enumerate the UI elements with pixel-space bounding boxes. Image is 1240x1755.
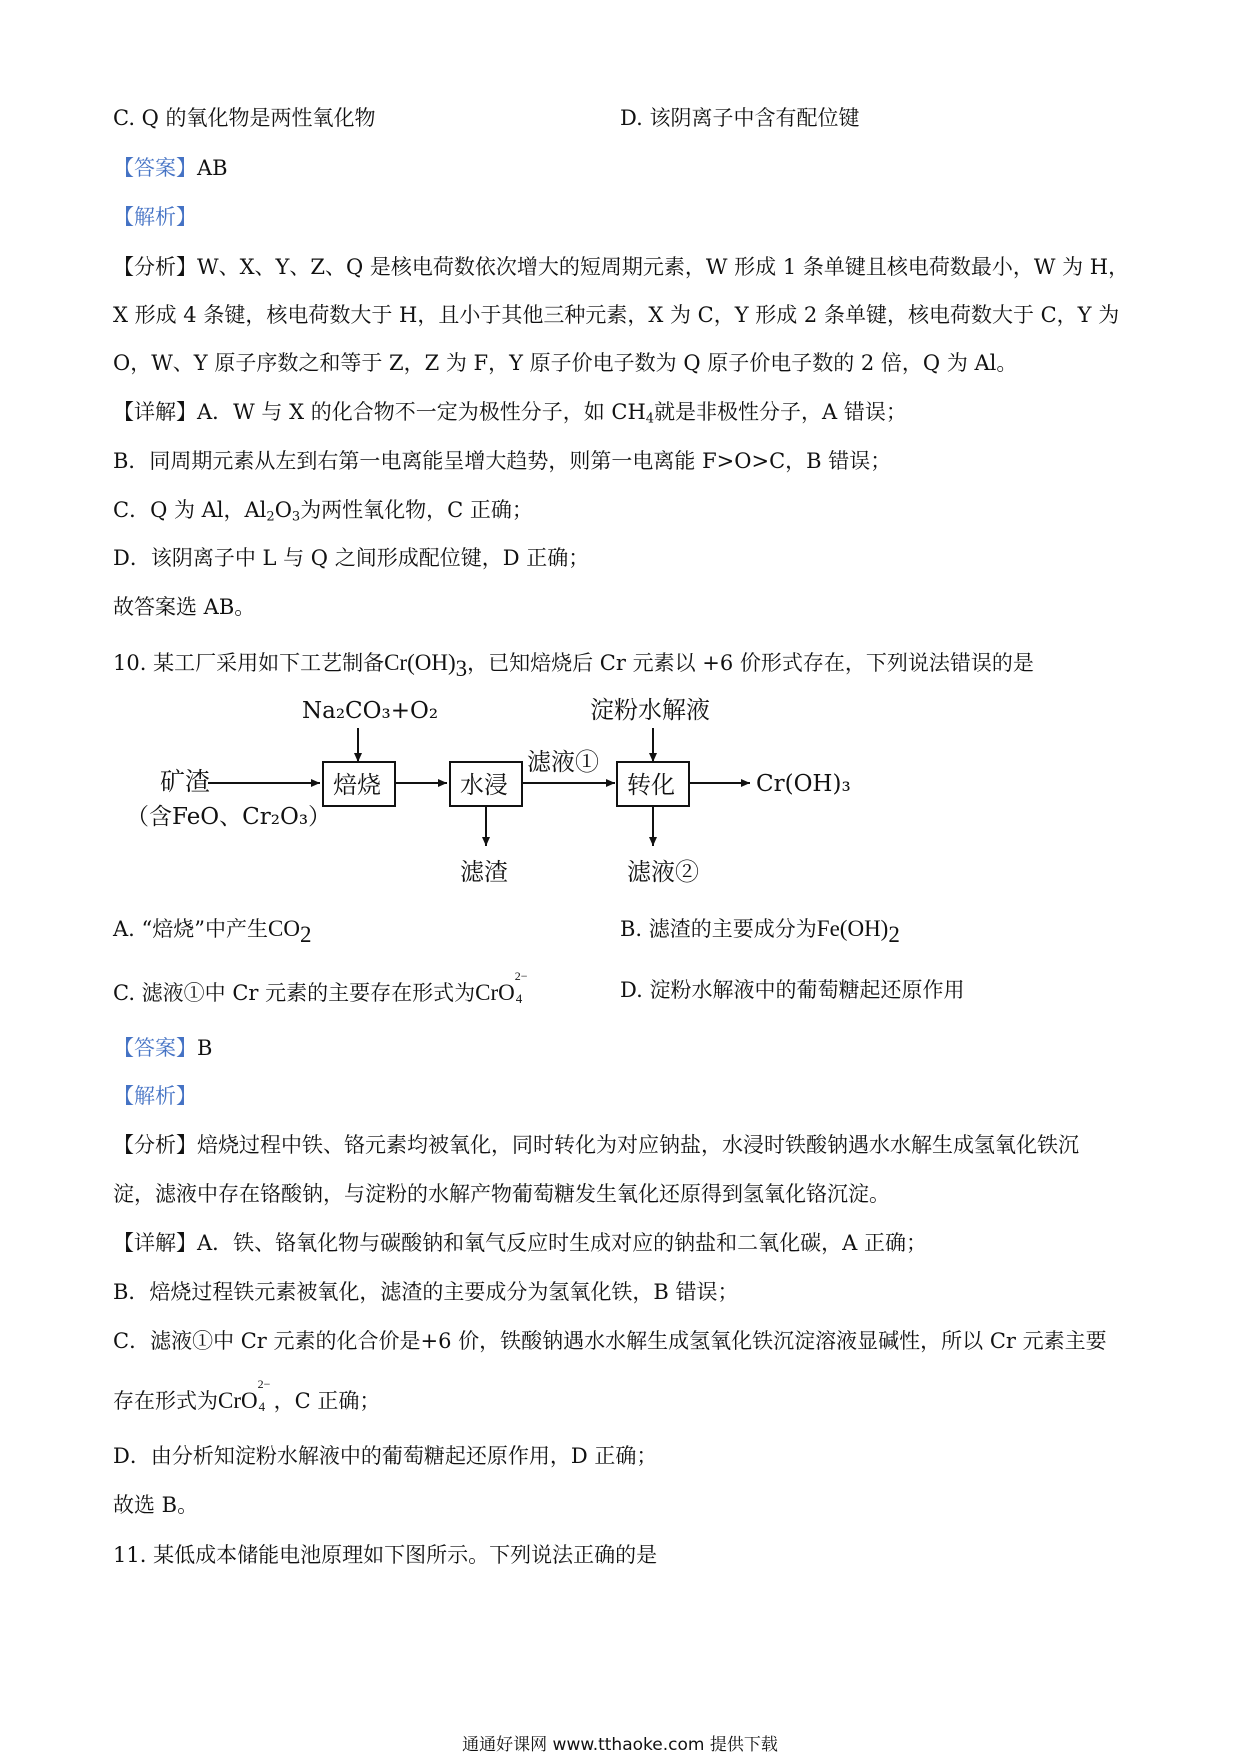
q9-detail-d: D．该阴离子中 L 与 Q 之间形成配位键，D 正确； [113,546,590,570]
answer-value: B [197,1036,213,1060]
detail-a-text: A．W 与 X 的化合物不一定为极性分子，如 CH [197,400,646,424]
q9-option-d: D. 该阴离子中含有配位键 [620,106,860,130]
detail-a-text-end: 就是非极性分子，A 错误； [654,400,907,424]
analysis-text: 焙烧过程中铁、铬元素均被氧化，同时转化为对应钠盐，水浸时铁酸钠遇水水解生成氢氧化铁沉 [197,1133,1079,1157]
detail-a-text: A．铁、铬氧化物与碳酸钠和氧气反应时生成对应的钠盐和二氧化碳，A 正确； [197,1231,928,1255]
flow-input-label: 矿渣 [160,767,211,796]
flow-filtrate-2: 滤液② [627,858,699,886]
detail-c-formula: CrO [218,1388,258,1413]
option-c-subscript: 4 [515,991,523,1006]
detail-c-text: 存在形式为 [113,1389,218,1413]
flow-product: Cr(OH)₃ [756,771,851,797]
q10-option-d: D. 淀粉水解液中的葡萄糖起还原作用 [620,978,965,1002]
detail-c-text-mid: O [274,498,292,522]
explain-tag: 【解析】 [113,205,197,229]
q9-analysis-line-1 [113,257,1129,278]
q10-stem [113,651,1034,680]
flow-step-roast: 焙烧 [333,771,381,799]
detail-c-subscript: 4 [258,1399,266,1414]
option-c-superscript: 2− [514,969,528,983]
detail-c-subscript-1: 2 [266,509,275,525]
q9-detail-c [113,500,533,523]
detail-a-subscript: 4 [645,411,655,427]
detail-c-text: C．Q 为 Al，Al [113,498,267,522]
q9-analysis-line-2: X 形成 4 条键，核电荷数大于 H，且小于其他三种元素，X 为 C，Y 形成 2 条单键，核电荷数大于 C，Y 为 [113,303,1120,327]
flow-reagent-2: 淀粉水解液 [590,696,710,724]
q9-option-c: C. Q 的氧化物是两性氧化物 [113,106,376,130]
detail-c-superscript: 2− [257,1377,271,1391]
flow-reagent-1: Na₂CO₃+O₂ [302,698,439,724]
answer-tag: 【答案】 [113,156,197,180]
flow-residue: 滤渣 [460,858,508,886]
q10-detail-b: B．焙烧过程铁元素被氧化，滤渣的主要成分为氢氧化铁，B 错误； [113,1280,739,1304]
analysis-tag: 【分析】 [113,255,197,279]
q10-option-b [620,917,900,946]
option-a-subscript: 2 [299,921,312,947]
q10-option-a [113,917,311,946]
option-b-formula: Fe(OH) [816,916,889,941]
answer-value: AB [197,156,228,180]
analysis-tag: 【分析】 [113,1133,197,1157]
option-b-text: B. 滤渣的主要成分为 [620,917,817,941]
explain-tag: 【解析】 [113,1084,197,1108]
page-footer: 通通好课网 www.tthaoke.com 提供下载 [462,1735,778,1755]
detail-tag: 【详解】 [113,1231,197,1255]
q10-answer [113,1038,212,1059]
q9-conclusion: 故答案选 AB。 [113,595,256,619]
q10-analysis-line-2: 淀，滤液中存在铬酸钠，与淀粉的水解产物葡萄糖发生氧化还原得到氢氧化铬沉淀。 [113,1182,890,1206]
q10-stem-formula-subscript: 3 [455,655,468,681]
option-b-subscript: 2 [888,921,900,947]
answer-tag: 【答案】 [113,1036,197,1060]
q10-detail-c-line-1: C．滤液①中 Cr 元素的化合价是+6 价，铁酸钠遇水水解生成氢氧化铁沉淀溶液显碱性，所以 Cr 元素主要 [113,1329,1107,1353]
q10-conclusion: 故选 B。 [113,1493,199,1517]
q9-analysis-line-3: O，W、Y 原子序数之和等于 Z，Z 为 F，Y 原子价电子数为 Q 原子价电子数的 2 倍，Q 为 Al。 [113,351,1018,375]
q10-detail-d: D．由分析知淀粉水解液中的葡萄糖起还原作用，D 正确； [113,1444,658,1468]
flow-step-leach: 水浸 [460,771,508,799]
q10-stem-formula: Cr(OH) [384,650,456,675]
option-c-formula: CrO [475,980,515,1005]
detail-c-subscript-2: 3 [291,509,301,525]
detail-c-text-end: 为两性氧化物，C 正确； [300,498,533,522]
detail-tag: 【详解】 [113,400,197,424]
q9-detail-b: B．同周期元素从左到右第一电离能呈增大趋势，则第一电离能 F>O>C，B 错误； [113,449,892,473]
q9-detail-a [113,402,907,425]
q10-analysis-line-1 [113,1135,1079,1156]
option-c-ion-charge [514,969,531,1006]
flow-input-sub-label: （含FeO、Cr₂O₃） [126,804,332,830]
option-a-text: A. “焙烧”中产生 [113,917,268,941]
q10-option-c [113,969,531,1006]
flow-step-convert: 转化 [627,771,675,799]
q11-stem: 11. 某低成本储能电池原理如下图所示。下列说法正确的是 [113,1543,658,1567]
q10-detail-a [113,1233,927,1254]
process-flowchart [120,690,900,900]
q10-stem-text-end: ，已知焙烧后 Cr 元素以 +6 价形式存在，下列说法错误的是 [467,651,1034,675]
flow-filtrate-1: 滤液① [527,748,599,776]
option-c-text: C. 滤液①中 Cr 元素的主要存在形式为 [113,981,476,1005]
analysis-text: W、X、Y、Z、Q 是核电荷数依次增大的短周期元素，W 形成 1 条单键且核电荷数最小，W 为 H， [197,255,1130,279]
q10-explain-heading [113,1086,197,1107]
q9-explain-heading [113,207,197,228]
option-a-formula: CO [268,916,300,941]
detail-c-text-end: ，C 正确； [273,1389,381,1413]
q10-stem-text: 10. 某工厂采用如下工艺制备 [113,651,385,675]
q9-answer [113,158,228,179]
detail-c-ion-charge [257,1377,274,1414]
q10-detail-c-line-2 [113,1377,381,1414]
